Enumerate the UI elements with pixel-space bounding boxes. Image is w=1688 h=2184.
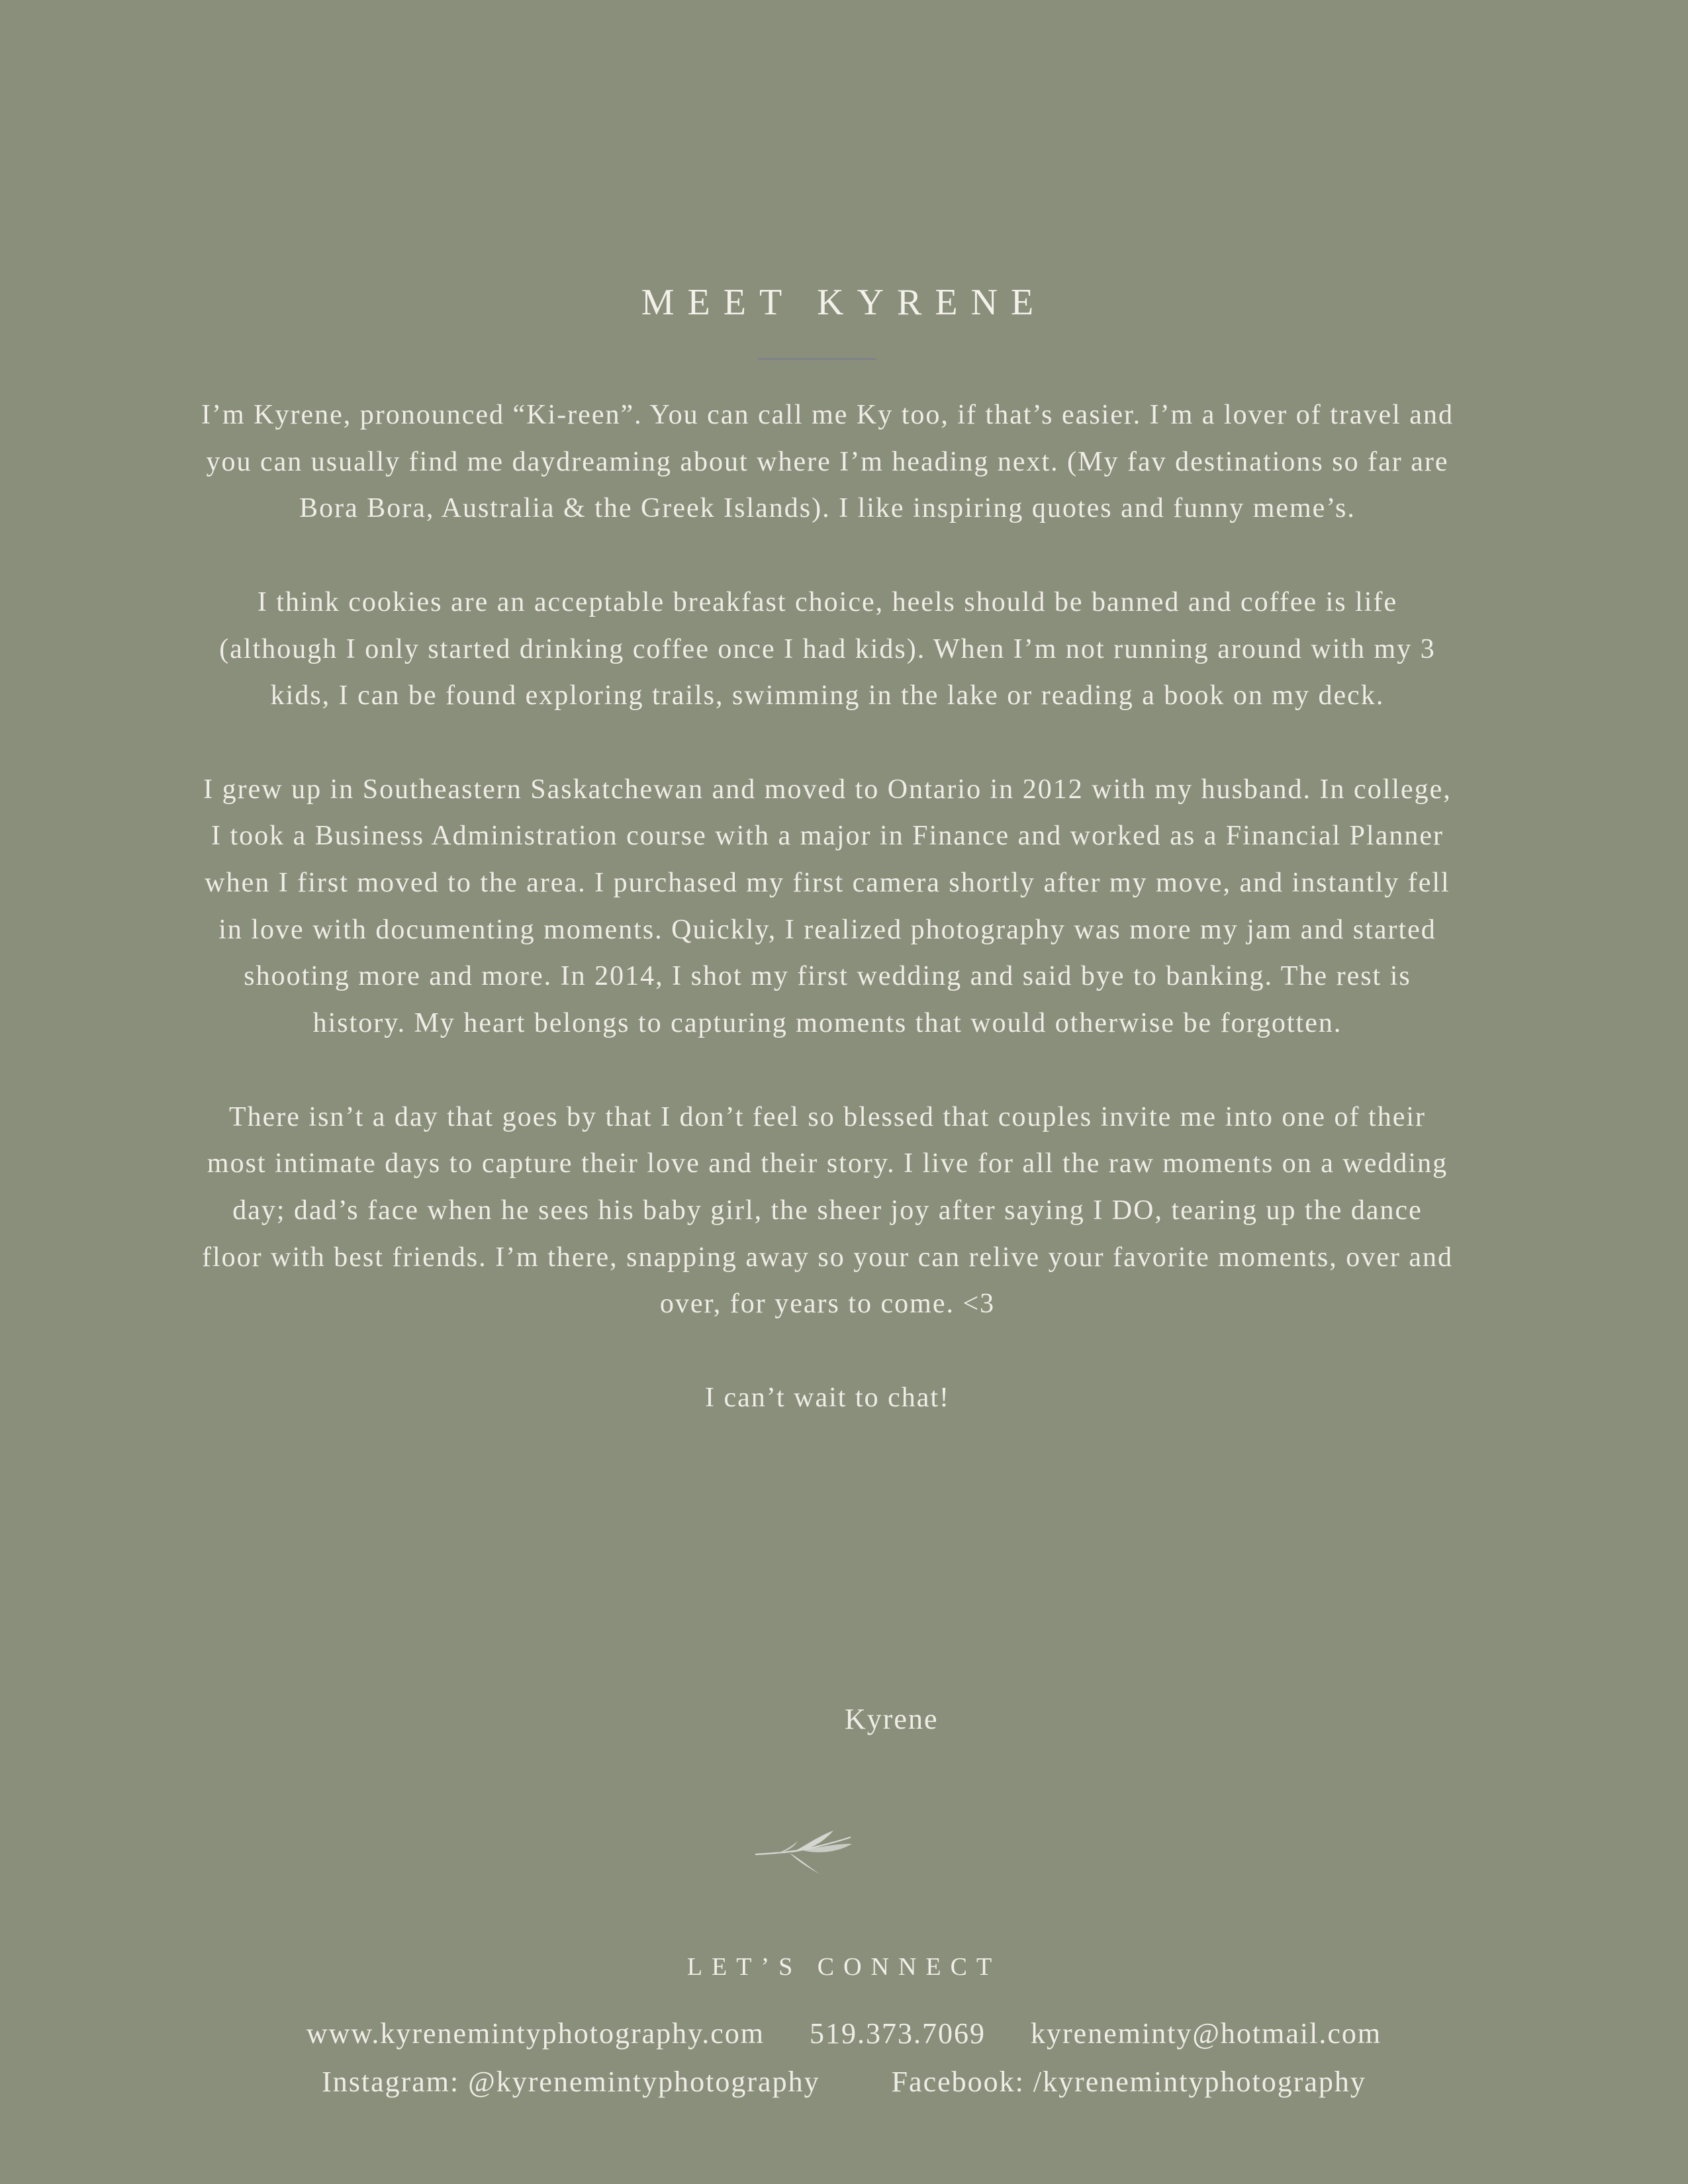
about-paragraph-1: I’m Kyrene, pronounced “Ki-reen”. You can call me Ky too, if that’s easier. I’m a lover of travel and you can usually find me daydreaming about where I’m heading next. (My fav destinations so far are Bora Bora, Australia & the Greek Islands). I like inspiring quotes and funny meme’s. (201, 400, 1454, 524)
connect-heading: LET’S CONNECT (686, 1953, 1002, 1981)
about-text (199, 392, 1456, 1421)
facebook-link[interactable]: Facebook: /kyrenemintyphotography (891, 2066, 1366, 2098)
contact-row-1 (0, 2017, 1688, 2050)
website-link[interactable]: www.kyrenemintyphotography.com (306, 2017, 765, 2050)
signoff-line: I can’t wait to chat! (704, 1382, 951, 1413)
page-title: MEET KYRENE (641, 282, 1047, 323)
instagram-link[interactable]: Instagram: @kyrenemintyphotography (322, 2066, 820, 2098)
email-link[interactable]: kyreneminty@hotmail.com (1031, 2017, 1382, 2050)
title-divider (758, 358, 876, 360)
phone-number[interactable]: 519.373.7069 (810, 2017, 986, 2050)
leaf-sprig-icon (751, 1821, 857, 1881)
about-paragraph-2: I think cookies are an acceptable breakfast choice, heels should be banned and coffee is life (although I only started drinking coffee once I had kids). When I’m not running around with my 3 kids, I can be found exploring trails, swimming in the lake or reading a book on my deck. (219, 586, 1436, 711)
contact-row-2 (0, 2065, 1688, 2099)
about-paragraph-4: There isn’t a day that goes by that I don’t feel so blessed that couples invite me into one of their most intimate days to capture their love and their story. I live for all the raw moments on a wedding day; dad’s face when he sees his baby girl, the sheer joy after saying I DO, tearing up the dance floor with best friends. I’m there, snapping away so your can relive your favorite moments, over and over, for years to come. <3 (201, 1101, 1453, 1320)
signature: Kyrene (845, 1703, 939, 1735)
about-paragraph-3: I grew up in Southeastern Saskatchewan and moved to Ontario in 2012 with my husband. In college, I took a Business Administration course with a major in Finance and worked as a Financial Planner when I first moved to the area. I purchased my first camera shortly after my move, and instantly fell in love with documenting moments. Quickly, I realized photography was more my jam and started shooting more and more. In 2014, I shot my first wedding and said bye to banking. The rest is history. My heart belongs to capturing moments that would otherwise be forgotten. (203, 774, 1452, 1039)
